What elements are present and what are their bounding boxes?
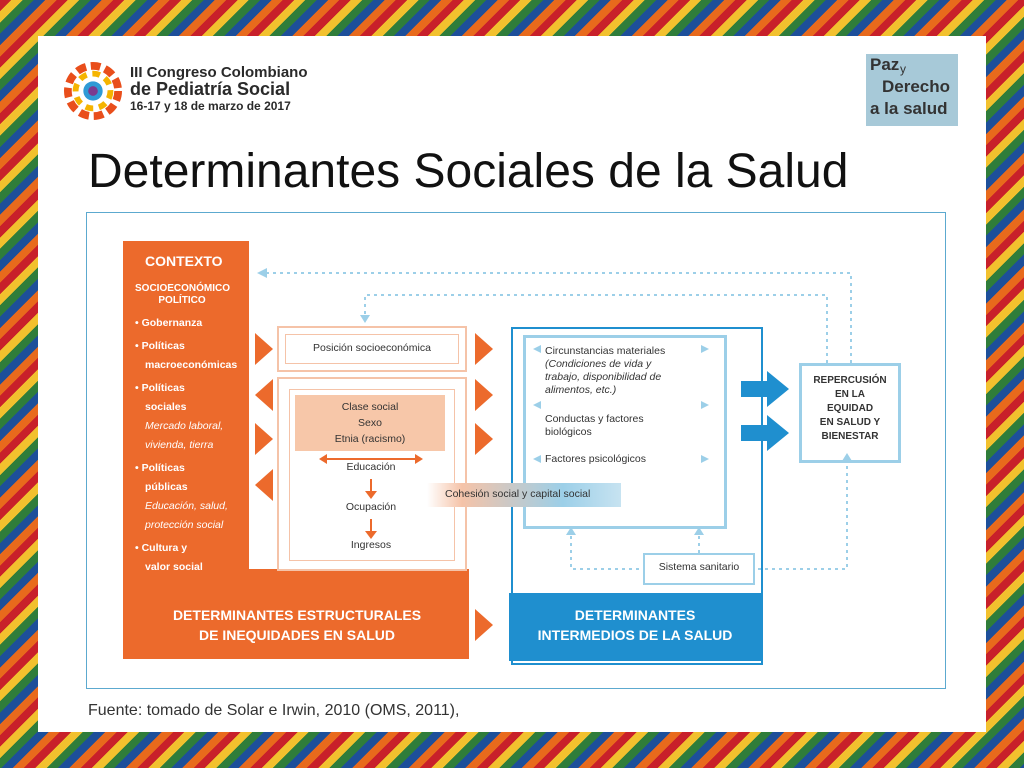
congress-line1: III Congreso Colombiano bbox=[130, 64, 308, 81]
item-label-cont: macroeconómicas bbox=[145, 359, 238, 371]
repercusion-line4: EN SALUD Y bbox=[819, 417, 881, 428]
repercusion-line1: REPERCUSIÓN bbox=[813, 375, 887, 386]
source-footnote: Fuente: tomado de Solar e Irwin, 2010 (OMS, 2011), bbox=[88, 702, 460, 719]
repercusion-line5: BIENESTAR bbox=[821, 431, 879, 442]
intermedios-line2: INTERMEDIOS DE LA SALUD bbox=[537, 627, 733, 643]
intermedios-line1: DETERMINANTES bbox=[574, 607, 696, 623]
ingresos-label: Ingresos bbox=[350, 539, 392, 551]
sistema-label: Sistema sanitario bbox=[658, 561, 740, 573]
posicion-label: Posición socioeconómica bbox=[313, 342, 431, 354]
circunstancias-title: Circunstancias materiales bbox=[545, 345, 666, 357]
ocupacion-label: Ocupación bbox=[345, 501, 397, 513]
item-label: • Políticas bbox=[135, 462, 185, 474]
item-detail: Educación, salud, bbox=[145, 500, 228, 512]
feedback-lines-icon bbox=[87, 213, 945, 688]
conductas-line2: biológicos bbox=[545, 426, 592, 438]
politico-label: POLÍTICO bbox=[158, 295, 206, 306]
item-detail-cont: vivienda, tierra bbox=[145, 439, 214, 451]
slide bbox=[38, 36, 986, 732]
sexo-label: Sexo bbox=[358, 417, 382, 429]
paz-word: Paz bbox=[870, 55, 900, 74]
item-label: • Cultura y bbox=[135, 542, 188, 554]
item-label: • Gobernanza bbox=[135, 317, 203, 329]
paz-derecho-logo bbox=[866, 54, 958, 126]
congress-dates: 16-17 y 18 de marzo de 2017 bbox=[130, 99, 291, 113]
item-label: • Políticas bbox=[135, 382, 185, 394]
item-label-cont: sociales bbox=[145, 401, 187, 413]
circunstancias-detail2: trabajo, disponibilidad de bbox=[545, 371, 662, 383]
etnia-label: Etnia (racismo) bbox=[334, 433, 406, 445]
y-word: y bbox=[900, 62, 906, 76]
item-label-cont: valor social bbox=[145, 561, 203, 573]
item-label-cont: públicas bbox=[145, 481, 188, 493]
conductas-line1: Conductas y factores bbox=[545, 413, 644, 425]
congress-logo-icon bbox=[64, 62, 122, 120]
salud-phrase: a la salud bbox=[870, 99, 948, 118]
psico-label: Factores psicológicos bbox=[545, 453, 646, 465]
educacion-label: Educación bbox=[346, 461, 396, 473]
item-detail-cont: protección social bbox=[145, 519, 224, 531]
diagram-figure bbox=[86, 212, 946, 689]
circunstancias-detail3: alimentos, etc.) bbox=[545, 384, 617, 396]
derecho-word: Derecho bbox=[882, 77, 951, 96]
repercusion-line3: EQUIDAD bbox=[826, 403, 874, 414]
repercusion-line2: EN LA bbox=[835, 389, 865, 400]
page-title: Determinantes Sociales de la Salud bbox=[88, 145, 849, 198]
estructurales-line1: DETERMINANTES ESTRUCTURALES bbox=[172, 607, 422, 623]
socioeconomico-label: SOCIOECONÓMICO bbox=[135, 283, 231, 294]
item-detail: Mercado laboral, bbox=[145, 420, 224, 432]
item-label: • Políticas bbox=[135, 340, 185, 352]
congress-line2: de Pediatría Social bbox=[130, 79, 291, 99]
circunstancias-detail1: (Condiciones de vida y bbox=[545, 358, 652, 370]
congress-name bbox=[130, 64, 308, 115]
cohesion-label: Cohesión social y capital social bbox=[445, 488, 591, 500]
contexto-heading: CONTEXTO bbox=[145, 253, 223, 269]
clase-label: Clase social bbox=[341, 401, 399, 413]
estructurales-line2: DE INEQUIDADES EN SALUD bbox=[198, 627, 396, 643]
